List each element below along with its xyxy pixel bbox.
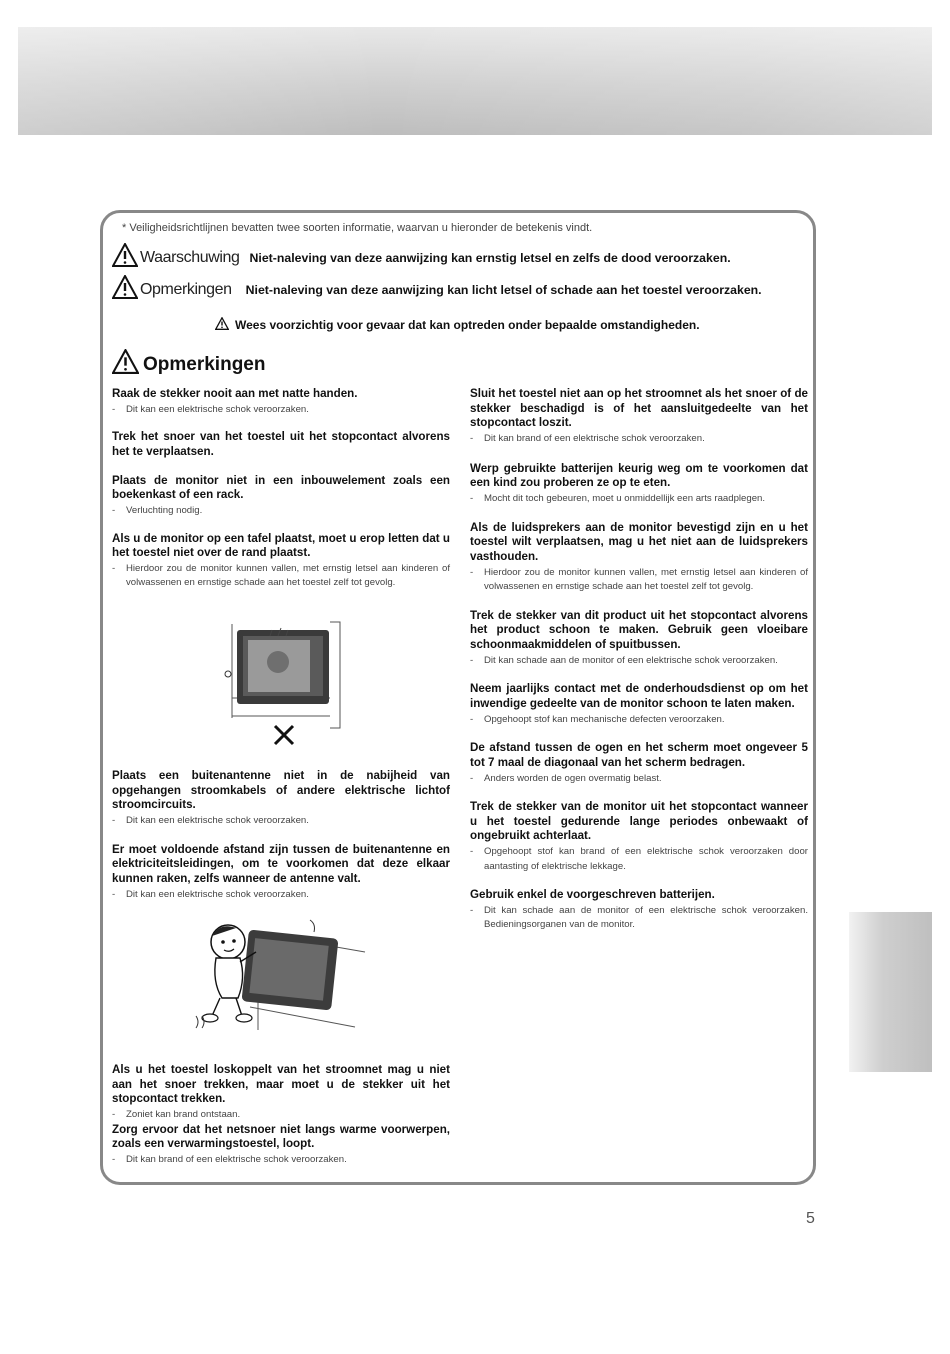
child-monitor-illustration (190, 912, 370, 1042)
list-item (112, 1063, 450, 1123)
item-note: - Dit kan brand of een elektrische schok veroorzaken. (470, 432, 808, 447)
right-column (470, 387, 808, 933)
section-warning-icon (112, 349, 139, 380)
left-column (112, 387, 450, 591)
caution-text: Wees voorzichtig voor gevaar dat kan optreden onder bepaalde omstandigheden. (235, 318, 700, 332)
list-item (470, 462, 808, 507)
item-note: - Verluchting nodig. (112, 504, 450, 519)
left-column-bottom (112, 1063, 450, 1168)
item-title: Werp gebruikte batterijen keurig weg om te voorkomen dat een kind zou proberen ze op te eten. (470, 461, 808, 490)
item-note: - Opgehoopt stof kan brand of een elektrische schok veroorzaken door aantasting of elektrische lekkage. (470, 845, 808, 874)
list-item (112, 430, 450, 459)
notice-triangle-icon (112, 275, 138, 304)
warning-triangle-icon (112, 243, 138, 272)
warning-text: Niet-naleving van deze aanwijzing kan ernstig letsel en zelfs de dood veroorzaken. (249, 250, 731, 265)
header-banner (18, 27, 932, 135)
item-note: - Opgehoopt stof kan mechanische defecten veroorzaken. (470, 713, 808, 728)
item-note: - Zoniet kan brand ontstaan. (112, 1108, 450, 1123)
list-item (470, 800, 808, 874)
caution-line (215, 317, 700, 333)
item-title: Plaats de monitor niet in een inbouwelement zoals een boekenkast of een rack. (112, 473, 450, 502)
list-item (470, 741, 808, 786)
intro-text: * Veiligheidsrichtlijnen bevatten twee soorten informatie, waarvan u hieronder de betekenis vindt. (122, 222, 593, 234)
item-title: Raak de stekker nooit aan met natte handen. (112, 387, 358, 400)
list-item (112, 474, 450, 519)
item-note: - Dit kan schade aan de monitor of een elektrische schok veroorzaken. Bedieningsorganen van de monitor. (470, 904, 808, 933)
notice-label: Opmerkingen (140, 280, 232, 298)
list-item (470, 521, 808, 595)
list-item (470, 609, 808, 669)
item-title: Sluit het toestel niet aan op het stroomnet als het snoer of de stekker beschadigd is of het aansluitgedeelte van het stopcontact loszit. (470, 387, 808, 430)
item-note: - Dit kan een elektrische schok veroorzaken. (112, 814, 450, 829)
item-title: Neem jaarlijks contact met de onderhoudsdienst op om het inwendige gedeelte van de monitor schoon te laten maken. (470, 682, 808, 710)
list-item (112, 843, 450, 903)
page-number: 5 (806, 1210, 815, 1227)
item-title: Als u het toestel loskoppelt van het stroomnet mag u niet aan het snoer trekken, maar moet u de stekker uit het stopcontact trekken. (112, 1063, 450, 1106)
list-item (112, 769, 450, 829)
item-title: De afstand tussen de ogen en het scherm moet ongeveer 5 tot 7 maal de diagonaal van het scherm bedragen. (470, 741, 808, 769)
item-note: - Anders worden de ogen overmatig belast. (470, 772, 808, 787)
item-note: - Hierdoor zou de monitor kunnen vallen, met ernstig letsel aan kinderen of volwassenen en ernstige schade aan het toestel zelf tot gevolg. (470, 566, 808, 595)
item-note: - Hierdoor zou de monitor kunnen vallen, met ernstig letsel aan kinderen of volwassenen en ernstige schade aan het toestel zelf tot gevolg. (112, 562, 450, 591)
caution-triangle-icon (215, 317, 229, 333)
item-title: Trek het snoer van het toestel uit het stopcontact alvorens het te verplaatsen. (112, 430, 450, 458)
item-title: Trek de stekker van de monitor uit het stopcontact wanneer u het toestel gedurende lange periodes onbewaakt of ongebruikt achterlaat. (470, 800, 808, 843)
list-item (470, 682, 808, 727)
list-item (112, 532, 450, 591)
item-title: Zorg ervoor dat het netsnoer niet langs warme voorwerpen, zoals een verwarmingstoestel, loopt. (112, 1122, 450, 1151)
notice-row (112, 275, 762, 304)
side-tab (849, 912, 932, 1072)
list-item (112, 1123, 450, 1168)
item-note: - Dit kan een elektrische schok veroorzaken. (112, 403, 450, 418)
list-item (470, 888, 808, 933)
item-note: - Dit kan schade aan de monitor of een elektrische schok veroorzaken. (470, 654, 808, 669)
section-title (112, 349, 265, 380)
section-title-text: Opmerkingen (143, 353, 266, 375)
list-item (112, 387, 450, 417)
notice-text: Niet-naleving van deze aanwijzing kan licht letsel of schade aan het toestel veroorzaken. (245, 282, 762, 297)
item-title: Als u de monitor op een tafel plaatst, moet u erop letten dat u het toestel niet over de rand plaatst. (112, 531, 450, 560)
warning-row (112, 243, 731, 272)
item-title: Als de luidsprekers aan de monitor bevestigd zijn en u het toestel wilt verplaatsen, mag u het niet aan de luidsprekers vasthouden. (470, 520, 808, 563)
left-column-lower (112, 769, 450, 902)
item-note: - Dit kan een elektrische schok veroorzaken. (112, 888, 450, 903)
item-title: Gebruik enkel de voorgeschreven batterijen. (470, 888, 715, 902)
item-title: Trek de stekker van dit product uit het stopcontact alvorens het product schoon te maken. Gebruik geen vloeibare schoonmaakmiddelen of spuitbussen. (470, 608, 808, 652)
monitor-edge-illustration (220, 618, 350, 758)
item-note: - Dit kan brand of een elektrische schok veroorzaken. (112, 1153, 450, 1168)
item-title: Plaats een buitenantenne niet in de nabijheid van opgehangen stroomkabels of andere elektrische lichtof stroomcircuits. (112, 769, 450, 812)
item-note: - Mocht dit toch gebeuren, moet u onmiddellijk een arts raadplegen. (470, 492, 808, 507)
list-item (470, 387, 808, 447)
item-title: Er moet voldoende afstand zijn tussen de buitenantenne en elektriciteitsleidingen, om te voorkomen dat deze elkaar kunnen raken, zelfs wanneer de antenne valt. (112, 842, 450, 886)
warning-label: Waarschuwing (140, 248, 240, 266)
